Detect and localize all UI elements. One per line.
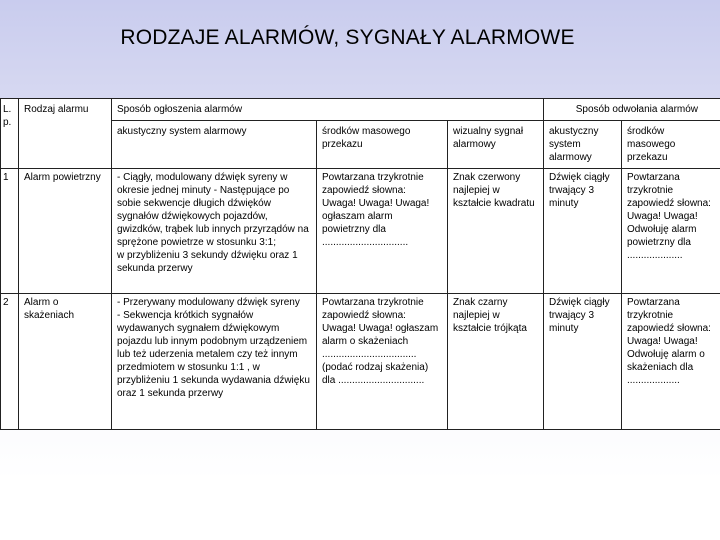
row-mass-media: Powtarzana trzykrotnie zapowiedź słowna: Uwaga! Uwaga! Uwaga! ogłaszam alarm powietrzny dla ............................... (317, 169, 448, 294)
row-visual: Znak czerwony najlepiej w kształcie kwadratu (448, 169, 544, 294)
row-acoustic: - Ciągły, modulowany dźwięk syreny w okresie jednej minuty - Następujące po sobie sekwencje długich dźwięków sygnałów dźwiękowych pojazdów, gwizdków, trąbek lub innych przyrządów na sprężone powietrze w stosunku 3:1; w przybliżeniu 3 sekundy dźwięku oraz 1 sekunda przerwy (112, 169, 317, 294)
header-announce: Sposób ogłoszenia alarmów (112, 99, 544, 121)
row-alarm-type: Alarm powietrzny (19, 169, 112, 294)
row-visual: Znak czarny najlepiej w kształcie trójkąta (448, 294, 544, 430)
subheader-visual: wizualny sygnał alarmowy (448, 121, 544, 169)
row-mass-media: Powtarzana trzykrotnie zapowiedź słowna: Uwaga! Uwaga! ogłaszam alarm o skażeniach .................................. (podać rodzaj skażenia) dla ............................... (317, 294, 448, 430)
subheader-cancel-acoustic: akustyczny system alarmowy (544, 121, 622, 169)
table-header-row (1, 99, 720, 121)
header-lp: L. p. (1, 99, 19, 169)
header-cancel: Sposób odwołania alarmów (544, 99, 720, 121)
row-lp: 1 (1, 169, 19, 294)
header-alarm-type: Rodzaj alarmu (19, 99, 112, 169)
subheader-acoustic: akustyczny system alarmowy (112, 121, 317, 169)
alarm-table (0, 98, 720, 430)
subheader-cancel-mass-media: środków masowego przekazu (622, 121, 720, 169)
subheader-mass-media: środków masowego przekazu (317, 121, 448, 169)
row-cancel-mass-media: Powtarzana trzykrotnie zapowiedź słowna: Uwaga! Uwaga! Odwołuję alarm o skażeniach dla ................... (622, 294, 720, 430)
row-cancel-acoustic: Dźwięk ciągły trwający 3 minuty (544, 169, 622, 294)
row-alarm-type: Alarm o skażeniach (19, 294, 112, 430)
row-acoustic: - Przerywany modulowany dźwięk syreny - Sekwencja krótkich sygnałów wydawanych sygnałem dźwiękowym pojazdu lub innym podobnym urządzeniem lub też uderzenia metalem czy też innym przedmiotem w stosunku 1:1 , w przybliżeniu 1 sekunda wydawania dźwięku oraz 1 sekunda przerwy (112, 294, 317, 430)
table-row (1, 169, 720, 294)
row-cancel-acoustic: Dźwięk ciągły trwający 3 minuty (544, 294, 622, 430)
table-row (1, 294, 720, 430)
page-title: RODZAJE ALARMÓW, SYGNAŁY ALARMOWE (120, 26, 575, 49)
row-lp: 2 (1, 294, 19, 430)
row-cancel-mass-media: Powtarzana trzykrotnie zapowiedź słowna: Uwaga! Uwaga! Odwołuję alarm powietrzny dla .................... (622, 169, 720, 294)
